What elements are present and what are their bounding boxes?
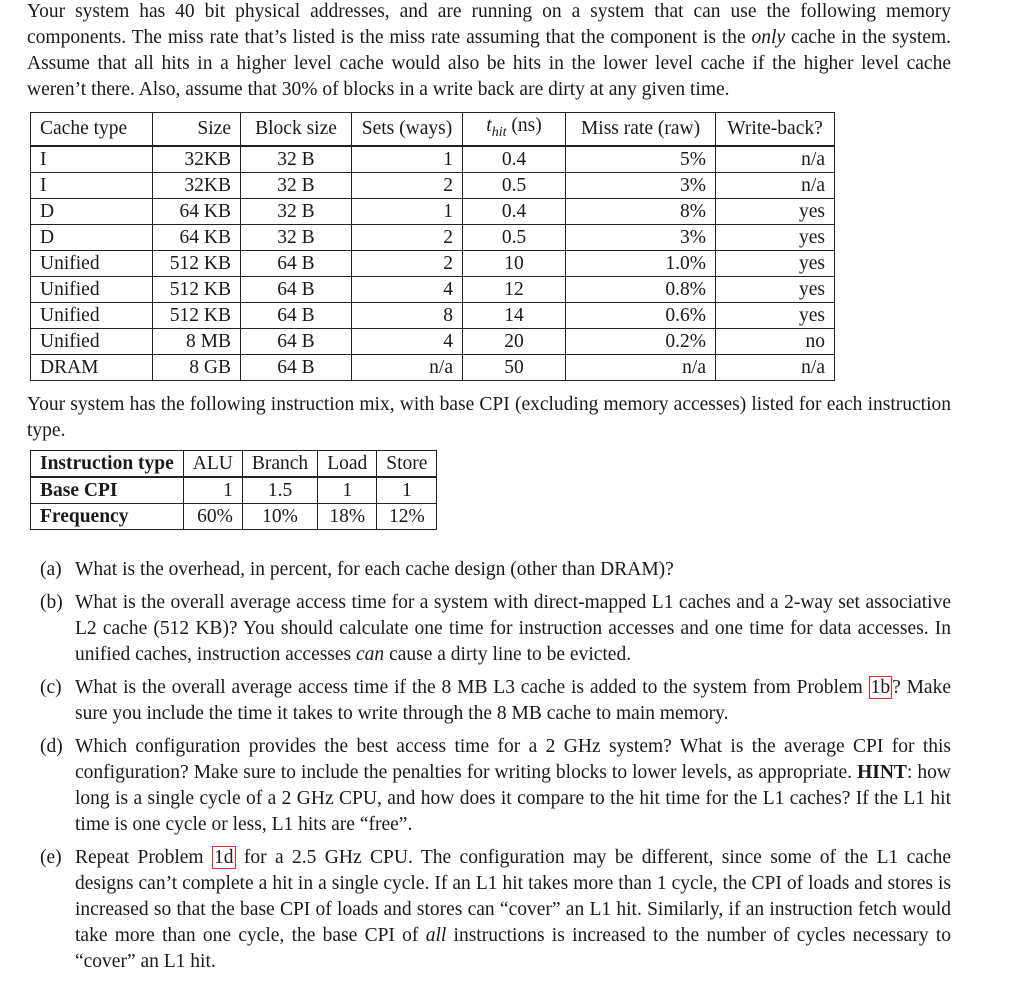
cache-cell-size: 512 KB <box>153 302 241 328</box>
question-text-continued: for a 2.5 GHz CPU. The configuration may be different, since some of the L1 cache designs can’t complete a hit in a single cycle. If an L1 hit takes more than 1 cycle, the CPI of loads and stores is increased so that the base CPI of loads and stores can “cover” an L1 hit. Similarly, if an instruction fetch would take more than one cycle, the base CPI of <box>75 847 952 946</box>
question-emphasis: all <box>425 925 447 946</box>
cache-table-row <box>31 198 835 224</box>
question-label: (a) <box>40 559 62 580</box>
question-text: What is the overall average access time if the 8 MB L3 cache is added to the system from Problem <box>75 677 869 698</box>
cache-cell-type: I <box>31 172 153 198</box>
instruction-mix-table <box>30 450 437 530</box>
col-header-thit <box>463 113 566 146</box>
cache-cell-miss: 5% <box>566 146 716 173</box>
cache-cell-miss: 0.2% <box>566 328 716 354</box>
mix-row-base-cpi <box>31 477 437 504</box>
cache-cell-sets: 1 <box>352 198 463 224</box>
cache-cell-block: 32 B <box>241 198 352 224</box>
intro-text: Your system has 40 bit physical addresses, and are running on a system that can use the following memory components. The miss rate that’s listed is the miss rate assuming that the component is the <box>27 1 951 48</box>
cache-cell-sets: 1 <box>352 146 463 173</box>
cache-cell-wb: no <box>716 328 835 354</box>
cache-cell-size: 32KB <box>153 172 241 198</box>
cache-cell-block: 32 B <box>241 146 352 173</box>
intro-text-tail: cache in the system. Assume that all hits in a higher level cache would also be hits in the lower level cache if the higher level cache weren’t there. Also, assume that 30% of blocks in a write back are dirty at any given time. <box>27 27 952 100</box>
cache-cell-sets: 4 <box>352 276 463 302</box>
cache-cell-sets: 4 <box>352 328 463 354</box>
cache-cell-type: D <box>31 224 153 250</box>
cache-cell-size: 8 MB <box>153 328 241 354</box>
col-header-sets: Sets (ways) <box>352 113 463 146</box>
mix-cell: 1 <box>377 477 437 504</box>
cache-table-row <box>31 302 835 328</box>
cache-cell-wb: yes <box>716 276 835 302</box>
question-text-tail: cause a dirty line to be evicted. <box>384 644 632 665</box>
cache-table-row <box>31 250 835 276</box>
cache-cell-wb: n/a <box>716 354 835 380</box>
question-text: What is the overhead, in percent, for each cache design (other than DRAM)? <box>75 559 674 580</box>
cache-cell-type: DRAM <box>31 354 153 380</box>
cache-cell-sets: 2 <box>352 172 463 198</box>
question-text: What is the overall average access time for a system with direct-mapped L1 caches and a 2-way set associative L2 cache (512 KB)? You should calculate one time for instruction accesses and one time for data accesses. In unified caches, instruction accesses <box>75 592 951 665</box>
mix-row-label: Base CPI <box>31 477 184 504</box>
mix-header-label: Instruction type <box>31 451 184 478</box>
mix-table-header <box>31 451 437 478</box>
col-header-wb: Write-back? <box>716 113 835 146</box>
cache-cell-block: 64 B <box>241 354 352 380</box>
question-text-tail: instructions is increased to the number of cycles necessary to “cover” an L1 hit. <box>75 925 951 972</box>
cache-cell-miss: 1.0% <box>566 250 716 276</box>
question-text: Which configuration provides the best access time for a 2 GHz system? What is the average CPI for this configuration? Make sure to include the penalties for writing blocks to lower levels, as appropriate. <box>75 736 951 783</box>
mix-header-load: Load <box>318 451 377 478</box>
cache-cell-size: 32KB <box>153 146 241 173</box>
cache-cell-type: Unified <box>31 276 153 302</box>
thit-unit: (ns) <box>506 115 542 136</box>
cache-cell-type: Unified <box>31 302 153 328</box>
cache-cell-block: 64 B <box>241 276 352 302</box>
col-header-size: Size <box>153 113 241 146</box>
cache-cell-block: 64 B <box>241 302 352 328</box>
cache-cell-size: 64 KB <box>153 224 241 250</box>
question-label: (b) <box>40 592 63 613</box>
hint-text: : how long is a single cycle of a 2 GHz CPU, and how does it compare to the hit time for the L1 caches? If the L1 hit time is one cycle or less, L1 hits are “free”. <box>75 762 951 835</box>
question-label: (d) <box>40 736 63 757</box>
cache-cell-thit: 0.5 <box>463 172 566 198</box>
cache-table-row <box>31 146 835 173</box>
col-header-type: Cache type <box>31 113 153 146</box>
question-list <box>40 557 951 982</box>
question-b <box>40 590 951 668</box>
cache-cell-block: 64 B <box>241 328 352 354</box>
cache-cell-thit: 0.4 <box>463 146 566 173</box>
cache-cell-type: Unified <box>31 250 153 276</box>
question-label: (e) <box>40 847 62 868</box>
mix-cell: 60% <box>183 504 242 530</box>
cache-cell-miss: 0.8% <box>566 276 716 302</box>
mix-cell: 1 <box>318 477 377 504</box>
cache-cell-thit: 10 <box>463 250 566 276</box>
cache-cell-thit: 12 <box>463 276 566 302</box>
cache-cell-size: 512 KB <box>153 276 241 302</box>
mix-cell: 18% <box>318 504 377 530</box>
cache-cell-size: 64 KB <box>153 198 241 224</box>
cache-cell-size: 8 GB <box>153 354 241 380</box>
cache-cell-miss: 3% <box>566 224 716 250</box>
cache-cell-wb: yes <box>716 224 835 250</box>
hint-label: HINT <box>857 762 907 783</box>
cache-cell-type: I <box>31 146 153 173</box>
question-emphasis: can <box>356 644 385 665</box>
cache-cell-thit: 0.4 <box>463 198 566 224</box>
mix-header-branch: Branch <box>242 451 317 478</box>
intro-emphasis: only <box>751 27 786 48</box>
mix-cell: 1 <box>183 477 242 504</box>
mix-row-frequency <box>31 504 437 530</box>
cache-cell-thit: 20 <box>463 328 566 354</box>
thit-subscript: hit <box>491 124 507 140</box>
cache-cell-sets: 2 <box>352 250 463 276</box>
cache-cell-block: 64 B <box>241 250 352 276</box>
mix-cell: 1.5 <box>242 477 317 504</box>
cache-table-row <box>31 172 835 198</box>
cache-cell-thit: 50 <box>463 354 566 380</box>
mix-intro-paragraph: Your system has the following instruction mix, with base CPI (excluding memory accesses) listed for each instruction type. <box>27 394 951 441</box>
cache-table-header <box>31 113 835 146</box>
mix-cell: 10% <box>242 504 317 530</box>
cache-cell-sets: 8 <box>352 302 463 328</box>
cache-table-row <box>31 276 835 302</box>
cache-cell-wb: yes <box>716 198 835 224</box>
cache-cell-wb: yes <box>716 250 835 276</box>
mix-header-alu: ALU <box>183 451 242 478</box>
cache-cell-size: 512 KB <box>153 250 241 276</box>
col-header-block: Block size <box>241 113 352 146</box>
question-e <box>40 845 951 975</box>
cache-cell-type: Unified <box>31 328 153 354</box>
cache-cell-type: D <box>31 198 153 224</box>
question-label: (c) <box>40 677 62 698</box>
cache-table <box>30 112 835 381</box>
question-text: Repeat Problem <box>75 847 212 868</box>
col-header-miss: Miss rate (raw) <box>566 113 716 146</box>
cache-cell-block: 32 B <box>241 172 352 198</box>
mix-row-label: Frequency <box>31 504 184 530</box>
mix-header-store: Store <box>377 451 437 478</box>
cache-cell-thit: 0.5 <box>463 224 566 250</box>
cache-cell-miss: n/a <box>566 354 716 380</box>
cache-cell-sets: n/a <box>352 354 463 380</box>
cache-table-row <box>31 224 835 250</box>
question-d <box>40 734 951 838</box>
mix-cell: 12% <box>377 504 437 530</box>
cache-table-row <box>31 328 835 354</box>
cache-cell-thit: 14 <box>463 302 566 328</box>
cache-table-body <box>31 146 835 381</box>
cache-cell-wb: n/a <box>716 172 835 198</box>
problem-reference-link[interactable]: 1b <box>870 677 891 698</box>
question-c <box>40 675 951 727</box>
question-a <box>40 557 951 583</box>
cache-cell-miss: 0.6% <box>566 302 716 328</box>
cache-cell-wb: n/a <box>716 146 835 173</box>
cache-cell-block: 32 B <box>241 224 352 250</box>
intro-paragraph <box>27 0 951 103</box>
cache-cell-wb: yes <box>716 302 835 328</box>
cache-table-row <box>31 354 835 380</box>
problem-reference-link[interactable]: 1d <box>214 847 234 868</box>
cache-cell-sets: 2 <box>352 224 463 250</box>
thit-symbol: t <box>486 115 492 136</box>
cache-cell-miss: 3% <box>566 172 716 198</box>
cache-cell-miss: 8% <box>566 198 716 224</box>
question-text-tail: ? Make sure you include the time it takes to write through the 8 MB cache to main memory. <box>75 677 951 724</box>
